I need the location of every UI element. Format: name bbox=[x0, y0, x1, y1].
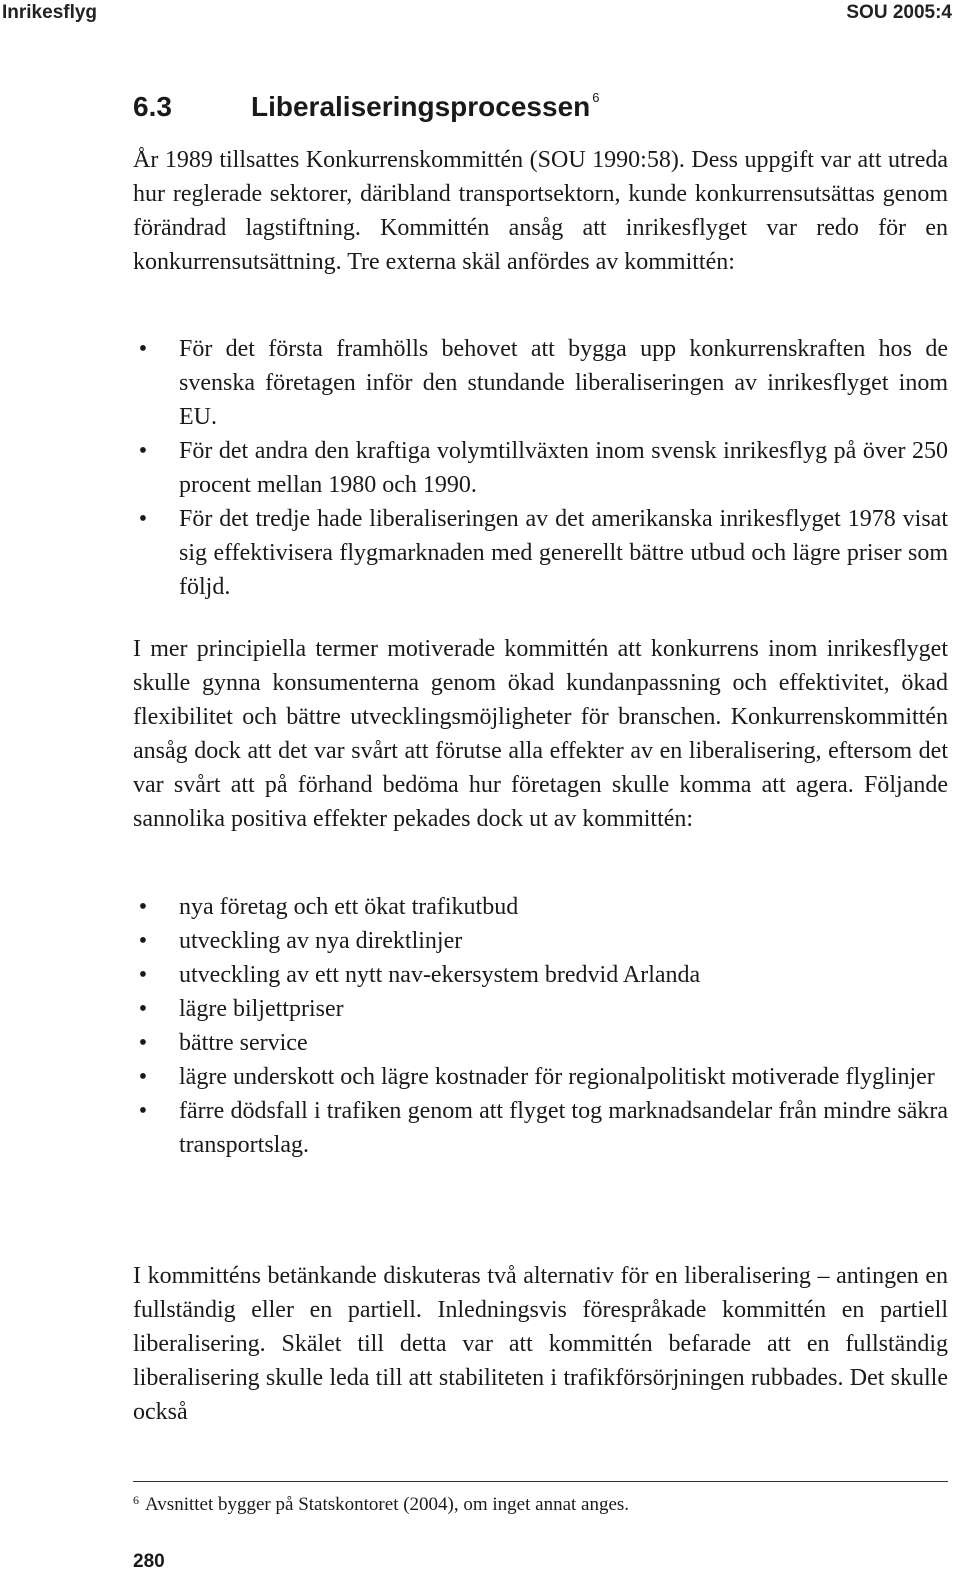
bullet-icon: • bbox=[138, 336, 148, 362]
bullet-icon: • bbox=[138, 1064, 148, 1090]
final-paragraph: I kommitténs betänkande diskuteras två alternativ för en liberalisering – antingen en fullständig eller en partiell. Inledningsvis förespråkade kommittén en partiell liberalisering. Skälet till detta var att kommittén befarade att en fullständig liberalisering skulle leda till att stabiliteten i trafikförsörjningen rubbades. Det skulle också bbox=[133, 1263, 948, 1425]
list-item: • lägre underskott och lägre kostnader för regionalpolitiskt motiverade flyglinjer bbox=[133, 1060, 948, 1094]
footnote-divider bbox=[133, 1481, 948, 1482]
final-paragraph-block bbox=[133, 1259, 948, 1429]
bullet-icon: • bbox=[138, 894, 148, 920]
principle-paragraph: I mer principiella termer motiverade kommittén att konkurrens inom inrikesflyget skulle gynna konsumenterna genom ökad kundanpassning och effektivitet, ökad flexibilitet och bättre utvecklingsmöjligheter för branschen. Konkurrenskommittén ansåg dock att det var svårt att förutse alla effekter av en liberalisering, eftersom det var svårt att på förhand bedöma hur företagen skulle komma att agera. Följande sannolika positiva effekter pekades dock ut av kommittén: bbox=[133, 636, 948, 832]
running-header-title: Inrikesflyg bbox=[2, 2, 98, 23]
effects-list bbox=[133, 890, 948, 1162]
bullet-icon: • bbox=[138, 506, 148, 532]
intro-paragraph-block bbox=[133, 143, 948, 279]
list-item: • färre dödsfall i trafiken genom att flyget tog marknadsandelar från mindre säkra transportslag. bbox=[133, 1094, 948, 1162]
footnote-text: Avsnittet bygger på Statskontoret (2004), om inget annat anges. bbox=[145, 1494, 630, 1515]
section-title: Liberaliseringsprocessen bbox=[251, 91, 591, 122]
reasons-list bbox=[133, 332, 948, 604]
bullet-icon: • bbox=[138, 962, 148, 988]
footnote-reference: 6 bbox=[592, 90, 600, 105]
list-item: • För det andra den kraftiga volymtillväxten inom svensk inrikesflyg på över 250 procent mellan 1980 och 1990. bbox=[133, 434, 948, 502]
running-header-report-id: SOU 2005:4 bbox=[846, 2, 952, 23]
bullet-icon: • bbox=[138, 438, 148, 464]
list-item: • utveckling av nya direktlinjer bbox=[133, 924, 948, 958]
list-item: • utveckling av ett nytt nav-ekersystem bredvid Arlanda bbox=[133, 958, 948, 992]
section-number: 6.3 bbox=[133, 91, 172, 122]
list-item: • bättre service bbox=[133, 1026, 948, 1060]
footnote-number: 6 bbox=[133, 1493, 139, 1507]
reasons-list-block bbox=[133, 332, 948, 604]
list-item: • lägre biljettpriser bbox=[133, 992, 948, 1026]
page-number: 280 bbox=[133, 1551, 165, 1572]
footnote bbox=[133, 1488, 948, 1517]
bullet-icon: • bbox=[138, 1030, 148, 1056]
list-item: • nya företag och ett ökat trafikutbud bbox=[133, 890, 948, 924]
list-item: • För det första framhölls behovet att bygga upp konkurrenskraften hos de svenska företagen inför den stundande liberaliseringen av inrikesflyget inom EU. bbox=[133, 332, 948, 434]
effects-list-block bbox=[133, 890, 948, 1162]
principle-paragraph-block bbox=[133, 632, 948, 836]
list-item: • För det tredje hade liberaliseringen av det amerikanska inrikesflyget 1978 visat sig effektivisera flygmarknaden med generellt bättre utbud och lägre priser som följd. bbox=[133, 502, 948, 604]
intro-paragraph: År 1989 tillsattes Konkurrenskommittén (SOU 1990:58). Dess uppgift var att utreda hur reglerade sektorer, däribland transportsektorn, kunde konkurrensutsättas genom förändrad lagstiftning. Kommittén ansåg att inrikesflyget var redo för en konkurrensutsättning. Tre externa skäl anfördes av kommittén: bbox=[133, 147, 948, 275]
section-heading bbox=[133, 80, 600, 125]
bullet-icon: • bbox=[138, 996, 148, 1022]
bullet-icon: • bbox=[138, 1098, 148, 1124]
bullet-icon: • bbox=[138, 928, 148, 954]
